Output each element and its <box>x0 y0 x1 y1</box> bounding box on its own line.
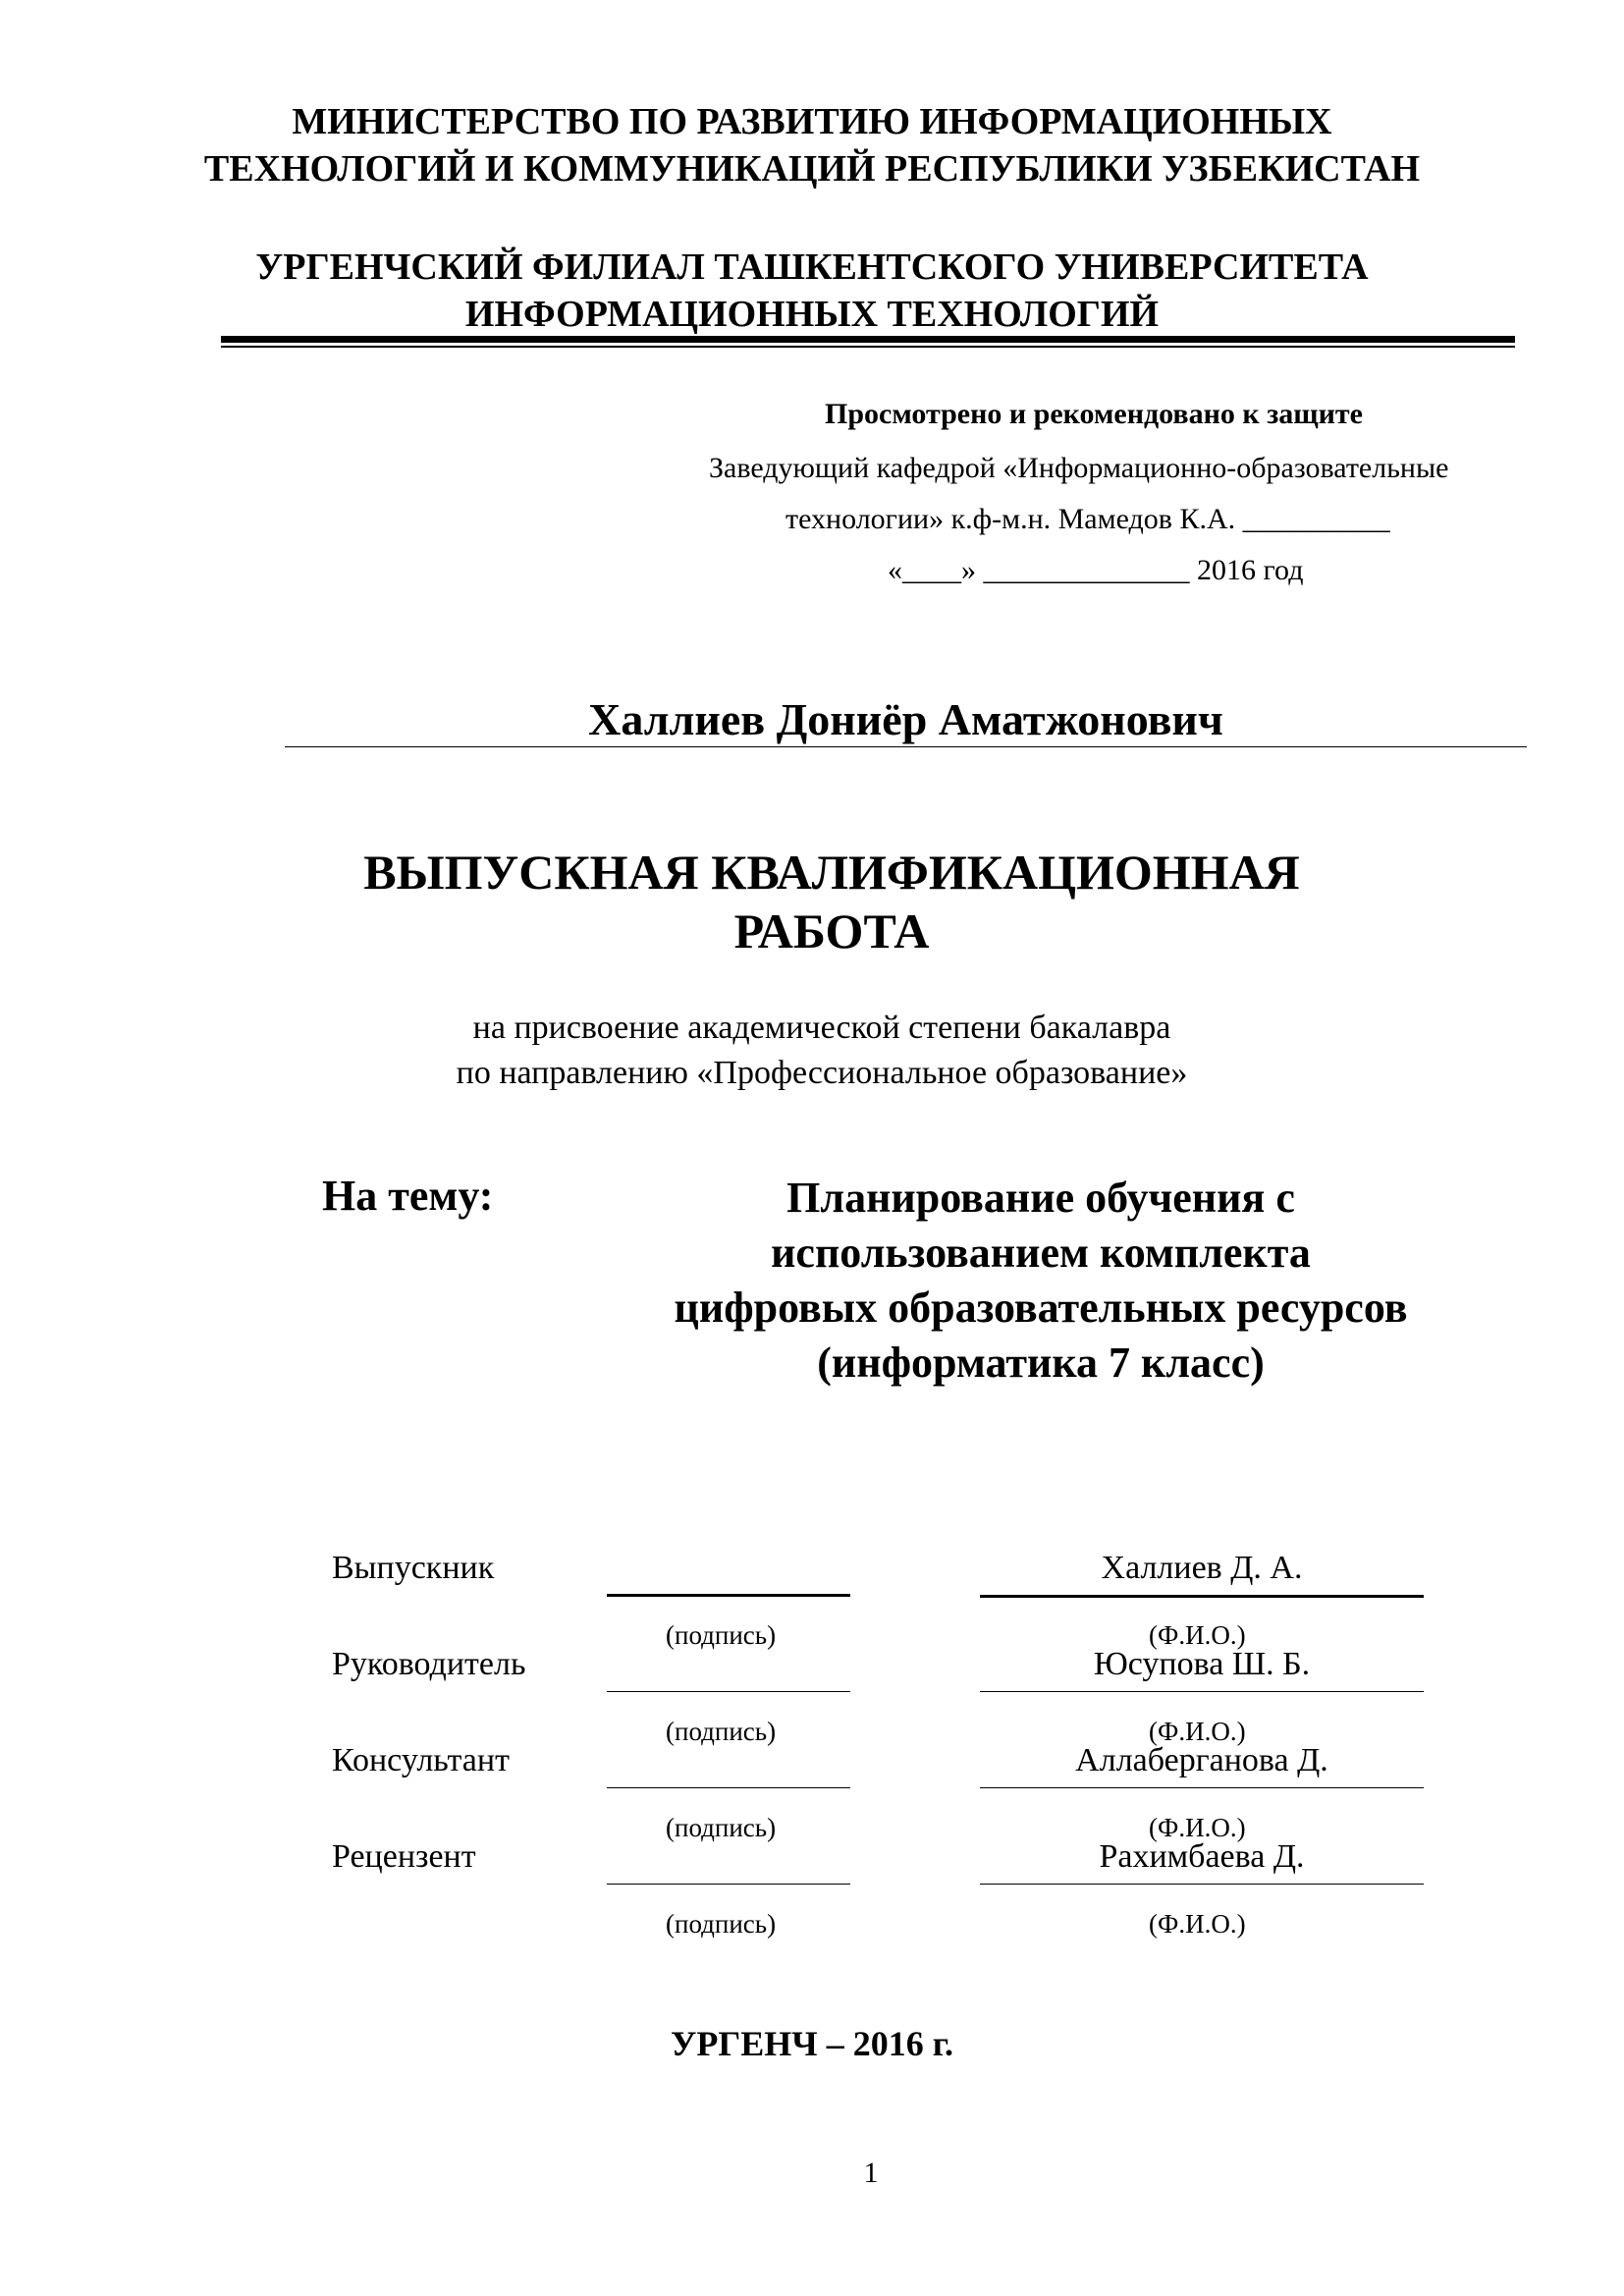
topic-line-3: цифровых образовательных ресурсов <box>674 1284 1408 1332</box>
fio-caption: (Ф.И.О.) <box>1149 1909 1246 1939</box>
fio-caption: (Ф.И.О.) <box>1149 1620 1246 1650</box>
header-divider-thick <box>221 336 1515 343</box>
topic-line-1: Планирование обучения с <box>786 1174 1295 1222</box>
fio-caption: (Ф.И.О.) <box>1149 1717 1246 1746</box>
signature-line <box>607 1787 850 1788</box>
signature-row-graduate <box>0 1550 1624 1650</box>
approval-heading: Просмотрено и рекомендовано к защите <box>825 398 1363 430</box>
page-number: 1 <box>863 2157 879 2189</box>
signature-role: Рецензент <box>332 1838 476 1875</box>
branch-line-2: ИНФОРМАЦИОННЫХ ТЕХНОЛОГИЙ <box>464 294 1160 335</box>
signature-name: Халлиев Д. А. <box>980 1550 1424 1598</box>
signature-role: Руководитель <box>332 1646 526 1682</box>
degree-line-2: по направлению «Профессиональное образование» <box>456 1055 1188 1091</box>
signature-role: Консультант <box>332 1742 510 1778</box>
author-name: Халлиев Дониёр Аматжонович <box>588 694 1223 744</box>
signature-caption: (подпись) <box>666 1717 777 1746</box>
work-title <box>20 843 1624 960</box>
signature-row-reviewer <box>0 1838 1624 1939</box>
fio-caption: (Ф.И.О.) <box>1149 1813 1246 1842</box>
work-title-line-2: РАБОТА <box>733 903 930 958</box>
signature-caption: (подпись) <box>666 1813 777 1842</box>
topic-text <box>589 1171 1492 1391</box>
header-divider-thin <box>221 346 1515 348</box>
signature-line <box>607 1594 850 1597</box>
approval-line-1: Заведующий кафедрой «Информационно-образовательные <box>709 452 1449 484</box>
signature-caption: (подпись) <box>666 1620 777 1650</box>
signature-caption: (подпись) <box>666 1909 777 1939</box>
topic-line-4: (информатика 7 класс) <box>817 1339 1265 1387</box>
ministry-line-2: ТЕХНОЛОГИЙ И КОММУНИКАЦИЙ РЕСПУБЛИКИ УЗБЕКИСТАН <box>203 148 1421 190</box>
ministry-line-1: МИНИСТЕРСТВО ПО РАЗВИТИЮ ИНФОРМАЦИОННЫХ <box>292 101 1332 142</box>
signature-line <box>607 1884 850 1885</box>
branch-header <box>0 244 1624 338</box>
signature-line <box>607 1691 850 1692</box>
degree-line-1: на присвоение академической степени бакалавра <box>472 1010 1171 1046</box>
branch-line-1: УРГЕНЧСКИЙ ФИЛИАЛ ТАШКЕНТСКОГО УНИВЕРСИТЕТА <box>255 246 1369 288</box>
approval-line-2: технологии» к.ф-м.н. Мамедов К.А. __________ <box>785 503 1390 535</box>
signature-row-consultant <box>0 1742 1624 1842</box>
signature-name: Юсупова Ш. Б. <box>980 1646 1424 1692</box>
signature-row-supervisor <box>0 1646 1624 1746</box>
degree-description <box>10 1006 1624 1096</box>
work-title-line-1: ВЫПУСКНАЯ КВАЛИФИКАЦИОННАЯ <box>363 845 1300 900</box>
ministry-header <box>0 98 1624 192</box>
city-year: УРГЕНЧ – 2016 г. <box>670 2024 954 2063</box>
signature-name: Аллаберганова Д. <box>980 1742 1424 1788</box>
topic-label: На тему: <box>322 1172 494 1220</box>
approval-line-3: «____» ______________ 2016 год <box>888 554 1304 586</box>
signature-name: Рахимбаева Д. <box>980 1838 1424 1885</box>
author-underline <box>285 746 1527 747</box>
topic-line-2: использованием комплекта <box>771 1229 1311 1277</box>
signature-role: Выпускник <box>332 1550 495 1586</box>
